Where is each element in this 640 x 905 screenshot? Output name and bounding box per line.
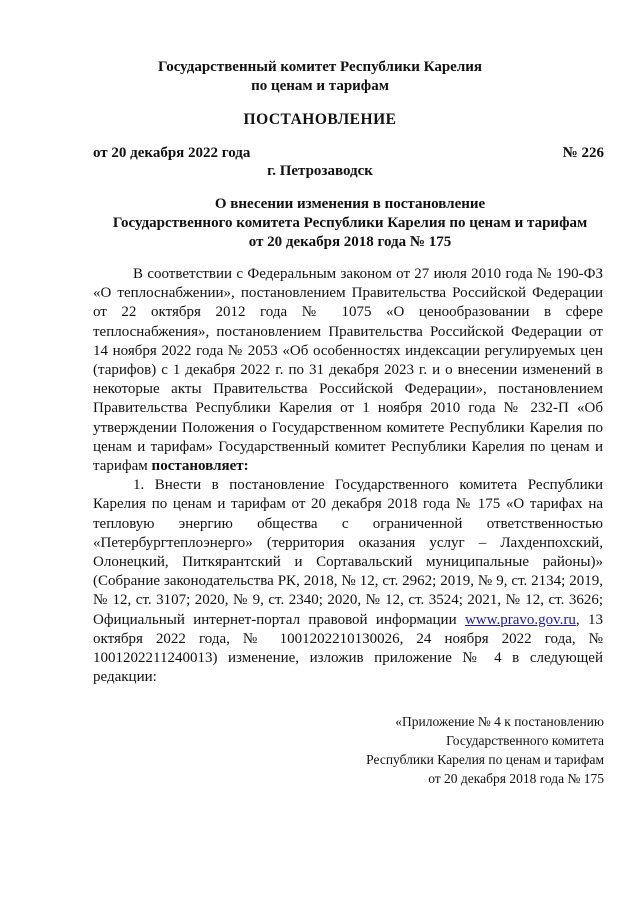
document-body (93, 265, 603, 687)
document-number: № 226 (562, 145, 604, 161)
appendix-line-4: от 20 декабря 2018 года № 175 (428, 771, 604, 786)
authority-line-2: по ценам и тарифам (251, 78, 389, 94)
document-type: ПОСТАНОВЛЕНИЕ (243, 111, 397, 128)
subject-line-2: Государственного комитета Республики Карелия по ценам и тарифам (112, 215, 588, 231)
appendix-reference (304, 712, 604, 788)
appendix-line-2: Государственного комитета (446, 733, 604, 748)
item-1-paragraph (93, 476, 603, 687)
subject-line-3: от 20 декабря 2018 года № 175 (248, 234, 452, 250)
item-1-text: 1. Внести в постановление Государственного комитета Республики Карелия по ценам и тарифам от 20 декабря 2018 года № 175 «О тарифах на тепловую энергию общества с ограниченной ответственностью «Петербургтеплоэнерго» (территория оказания услуг – Лахденпохский, Олонецкий, Питкярантский и Сортавальский муниципальные районы)» (Собрание законодательства РК, 2018, № 12, ст. 2962; 2019, № 9, ст. 2134; 2019, № 12, ст. 3107; 2020, № 9, ст. 2340; 2020, № 12, ст. 3524; 2021, № 12, ст. 3626; Официальный интернет-портал правовой информации (93, 477, 603, 628)
pravo-portal-link[interactable]: www.pravo.gov.ru (464, 611, 576, 628)
item-1-text-end: , 13 октября 2022 года, № 1001202210130026, 24 ноября 2022 года, № 1001202211240013) изменение, изложив приложение № 4 в следующей редакции: (93, 611, 603, 686)
document-date: от 20 декабря 2022 года (93, 145, 251, 161)
document-subject (80, 195, 620, 252)
preamble-paragraph (93, 265, 603, 476)
appendix-line-3: Республики Карелия по ценам и тарифам (366, 752, 604, 767)
issuing-authority (0, 58, 640, 96)
decree-word: постановляет: (151, 458, 249, 475)
preamble-text: В соответствии с Федеральным законом от 27 июля 2010 года № 190-ФЗ «О теплоснабжении», постановлением Правительства Российской Федерации от 22 октября 2012 года № 1075 «О ценообразовании в сфере теплоснабжения», постановлением Правительства Российской Федерации от 14 ноября 2022 года № 2053 «Об особенностях индексации регулируемых цен (тарифов) с 1 декабря 2022 г. по 31 декабря 2023 г. и о внесении изменений в некоторые акты Правительства Российской Федерации», постановлением Правительства Республики Карелия от 1 ноября 2010 года № 232-П «Об утверждении Положения о Государственном комитете Республики Карелия по ценам и тарифам» Государственный комитет Республики Карелия по ценам и тарифам (93, 266, 603, 475)
authority-line-1: Государственный комитет Республики Карелия (158, 59, 482, 75)
subject-line-1: О внесении изменения в постановление (214, 196, 486, 212)
appendix-line-1: «Приложение № 4 к постановлению (395, 714, 604, 729)
document-city: г. Петрозаводск (267, 163, 373, 179)
